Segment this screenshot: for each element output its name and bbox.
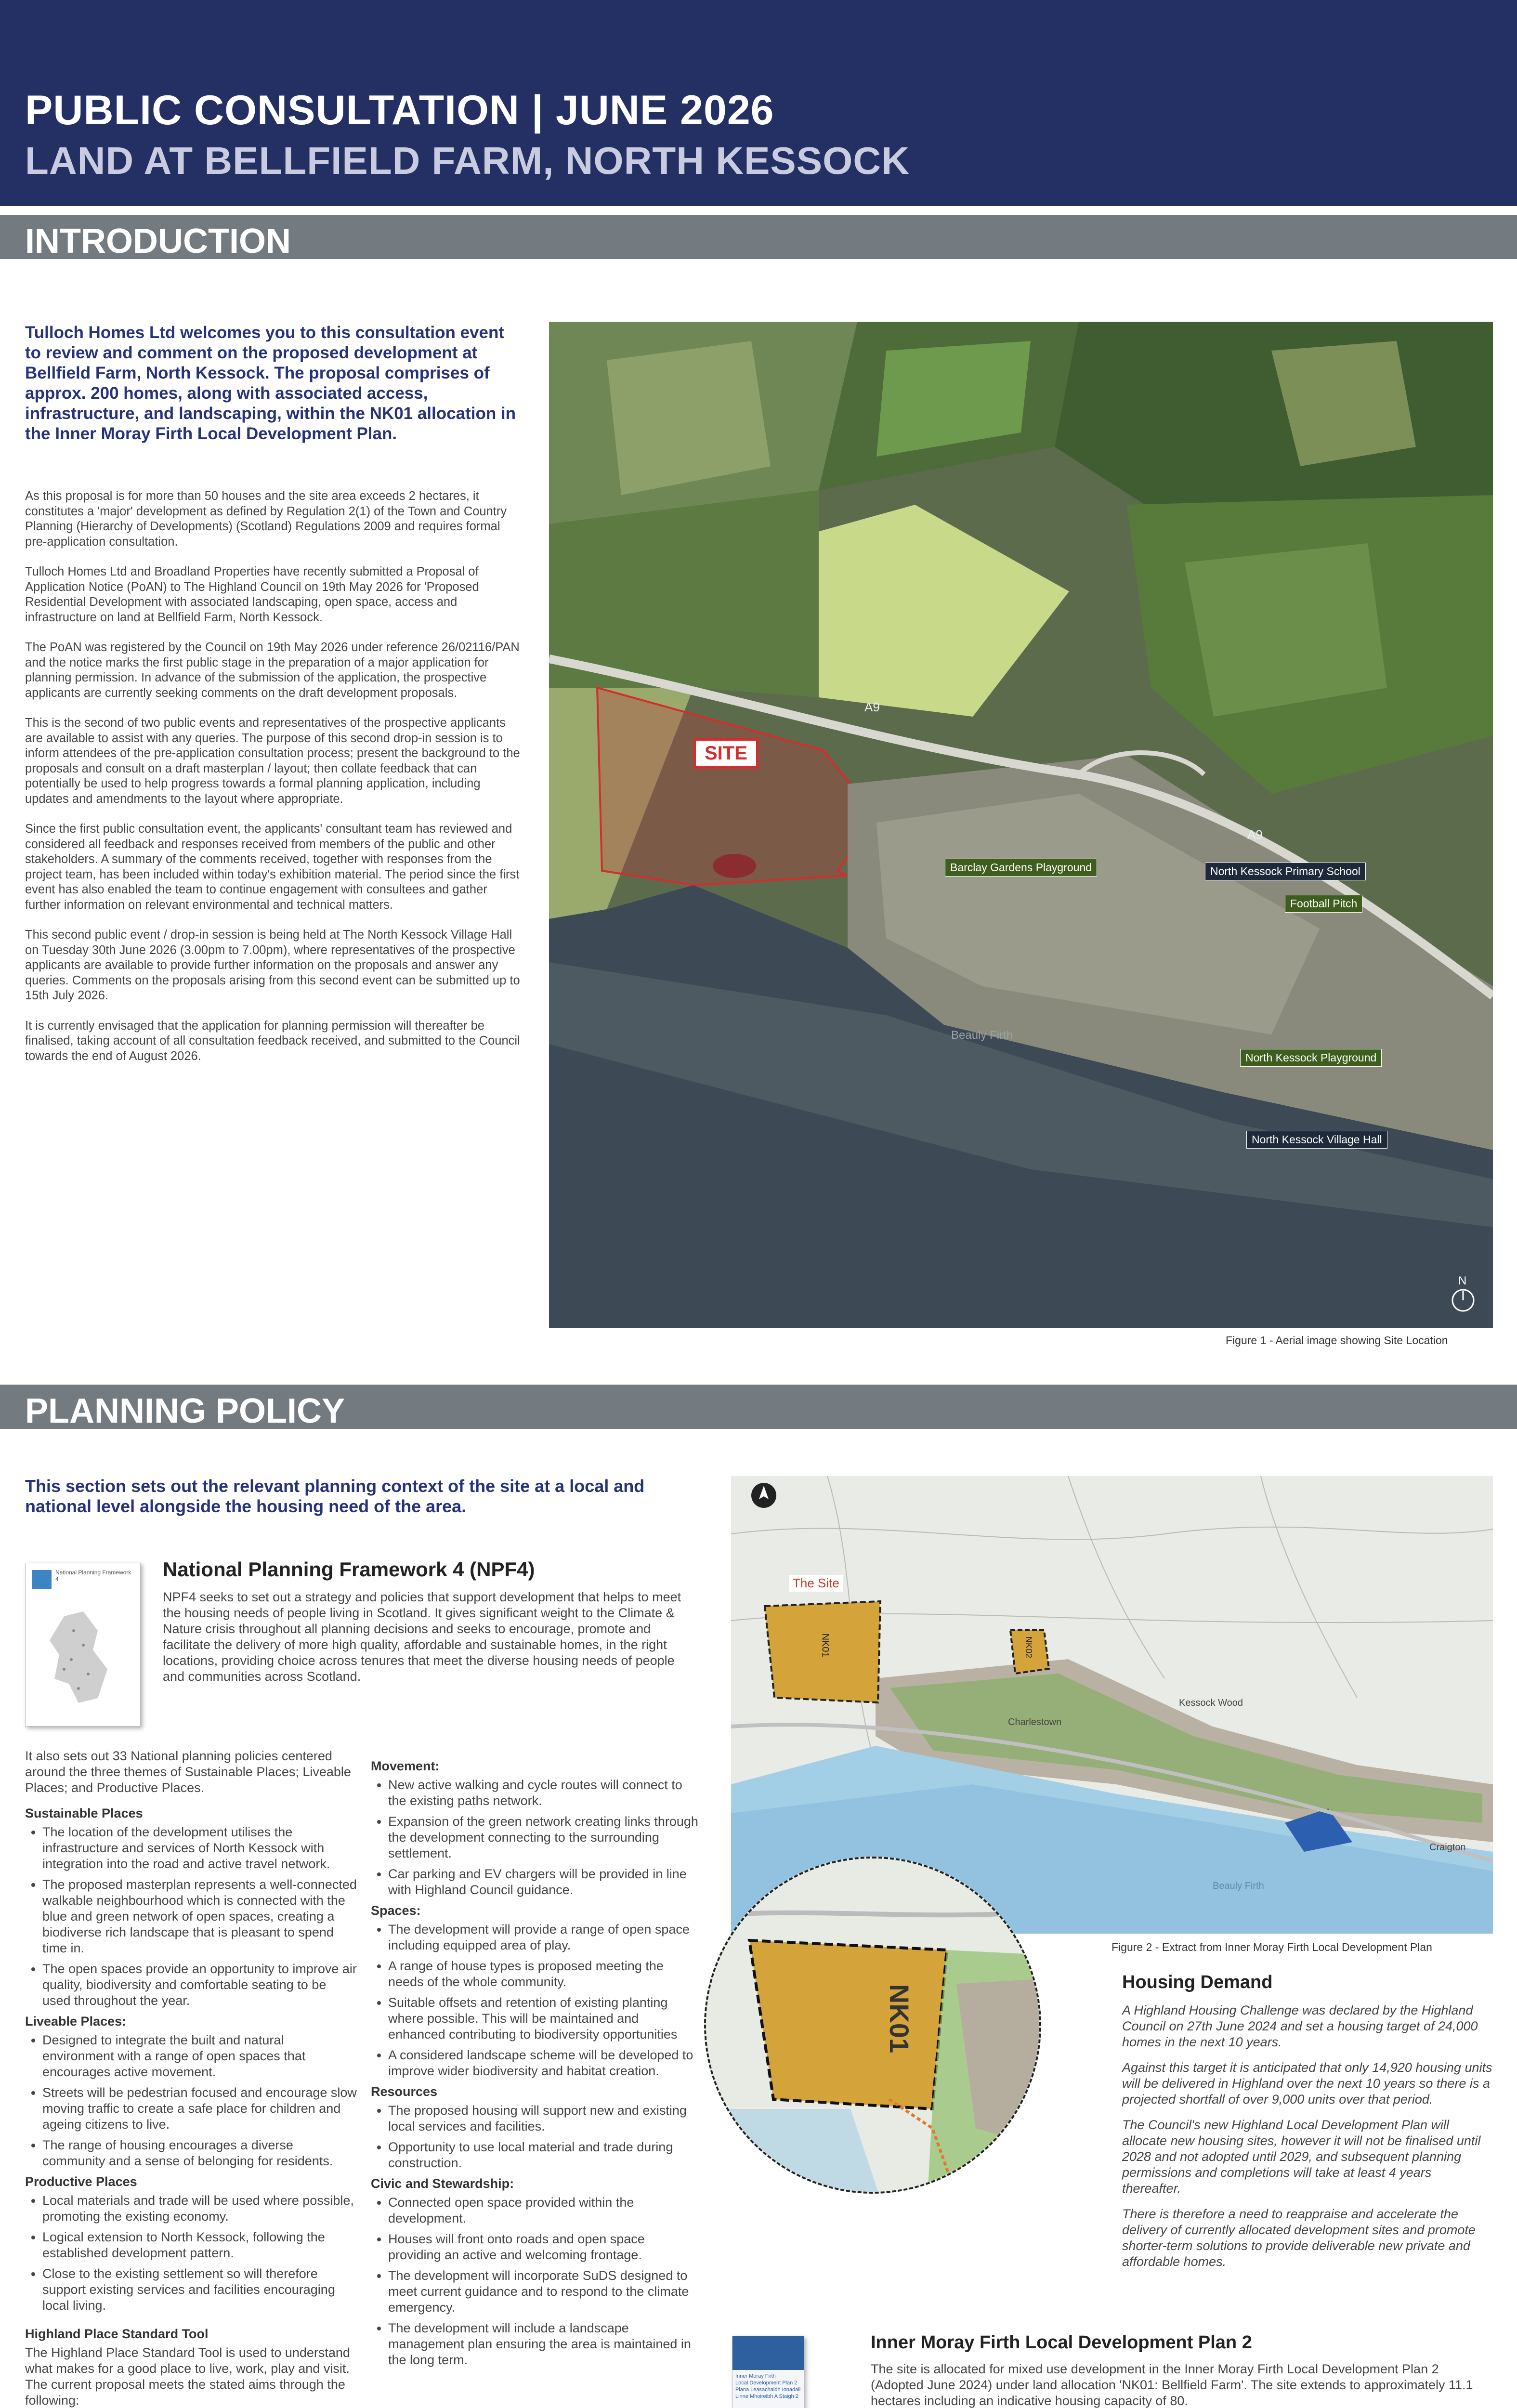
imfldp-cover-band	[732, 2336, 804, 2370]
list-item: • A range of house types is proposed meeting the needs of the whole community.	[388, 1958, 698, 1990]
list-item: • Connected open space provided within the development.	[388, 2195, 698, 2226]
housing-paragraph: There is therefore a need to reappraise and accelerate the delivery of currently allocated development sites and promote shorter-term solutions to provide deliverable new private and affordable homes.	[1122, 2207, 1476, 2269]
intro-lead: Tulloch Homes Ltd welcomes you to this consultation event to review and comment on the proposed development at Bellfield Farm, North Kessock. The proposal comprises of approx. 200 homes, along with associated access, infrastructure, and landscaping, within the NK01 allocation in the Inner Moray Firth Local Development Plan.	[25, 323, 516, 443]
imfldp-cover-text	[732, 2370, 804, 2408]
housing-paragraph: A Highland Housing Challenge was declared by the Highland Council on 27th June 2024 and set a housing target of 24,000 homes in the next 10 years.	[1122, 2003, 1478, 2049]
list-item: • Expansion of the green network creating links through the development connecting to the surrounding settlement.	[388, 1814, 698, 1861]
imfldp-title: Inner Moray Firth Local Development Plan 2	[871, 2332, 1252, 2353]
intro-body	[25, 489, 521, 1079]
policy-middle-column	[371, 1755, 698, 2373]
figure-1-caption: Figure 1 - Aerial image showing Site Location	[1226, 1334, 1448, 1347]
list-item: • Car parking and EV chargers will be provided in line with Highland Council guidance.	[388, 1866, 698, 1898]
header-divider	[0, 206, 1517, 215]
page-header	[0, 0, 1517, 206]
scotland-map-icon	[26, 1602, 141, 1717]
imfldp-text: The site is allocated for mixed use development in the Inner Moray Firth Local Development Plan 2 (Adopted June 2024) under land allocation 'NK01: Bellfield Farm'. The site extends to approximately 11.1 hectares including an indicative housing capacity of 80.	[871, 2362, 1473, 2408]
kessock-wood-label: Kessock Wood	[1179, 1698, 1243, 1708]
nk01-zoom-graphic	[706, 1858, 1041, 2194]
npf4-logo-icon	[32, 1570, 52, 1589]
north-arrow-icon: N	[1458, 1274, 1467, 1287]
npf4-themes-intro: It also sets out 33 National planning policies centered around the three themes of Sustainable Places; Liveable Places; and Productive Places.	[25, 1749, 351, 1795]
list-item: • Suitable offsets and retention of existing planting where possible. This will be maintained and enhanced contributing to biodiversity opportunities	[388, 1995, 698, 2042]
nk01-zoom-inset	[704, 1857, 1041, 2194]
a9-road-label-2: A9	[1247, 827, 1263, 842]
policy-lead: This section sets out the relevant planning context of the site at a local and national level alongside the housing need of the area.	[25, 1476, 645, 1516]
nk01-small-label: NK01	[820, 1633, 831, 1658]
npf4-document-thumbnail	[25, 1563, 141, 1727]
planning-policy-heading: PLANNING POLICY	[25, 1392, 345, 1430]
a9-road-label: A9	[864, 700, 880, 714]
aerial-map-graphic	[549, 322, 1493, 1328]
list-item: • Local materials and trade will be used where possible, promoting the existing economy.	[42, 2193, 357, 2225]
list-item: • Close to the existing settlement so will therefore support existing services and facilities encouraging local living.	[42, 2266, 357, 2314]
imfldp-cover-line: Local Development Plan 2	[735, 2380, 798, 2386]
barclay-gardens-playground-label: Barclay Gardens Playground	[945, 859, 1097, 877]
site-label: SITE	[693, 738, 758, 769]
civic-stewardship-heading: Civic and Stewardship:	[371, 2176, 514, 2191]
craigton-label: Craigton	[1429, 1842, 1466, 1853]
list-item: • The development will incorporate SuDS designed to meet current guidance and to respond to the climate emergency.	[388, 2268, 698, 2316]
housing-demand-text	[1122, 2002, 1493, 2279]
list-item: • Streets will be pedestrian focused and encourage slow moving traffic to create a safe place for children and ageing citizens to live.	[42, 2085, 357, 2133]
football-pitch-label: Football Pitch	[1285, 895, 1362, 913]
list-item: • Houses will front onto roads and open space providing an active and welcoming frontage.	[388, 2231, 698, 2263]
sustainable-places-heading: Sustainable Places	[25, 1806, 143, 1820]
policy-left-column	[25, 1748, 357, 2408]
imfldp-cover-line: Linne Mhoireibh A Staigh 2	[735, 2394, 798, 2399]
intro-paragraph: As this proposal is for more than 50 houses and the site area exceeds 2 hectares, it constitutes a 'major' development as defined by Regulation 2(1) of the Town and Country Planning (Hierarchy of Developments) (Scotland) Regulations 2009 and requires formal pre-application consultation.	[25, 489, 507, 549]
movement-heading: Movement:	[371, 1759, 440, 1773]
introduction-band	[0, 215, 1517, 259]
npf4-title: National Planning Framework 4 (NPF4)	[163, 1558, 535, 1581]
intro-paragraph: Since the first public consultation event, the applicants' consultant team has reviewed and considered all feedback and responses received from members of the public and other stakeholders. A summary of the comments received, together with responses from the project team, has been included within today's exhibition material. The period since the first event has also enabled the team to continue engagement with consultees and gather further information on relevant environmental and technical matters.	[25, 822, 520, 912]
page-subtitle: LAND AT BELLFIELD FARM, NORTH KESSOCK	[25, 139, 910, 182]
figure-2-caption: Figure 2 - Extract from Inner Moray Firth Local Development Plan	[1112, 1941, 1432, 1953]
list-item: • The open spaces provide an opportunity to improve air quality, biodiversity and comfortable seating to be used throughout the year.	[42, 1961, 357, 2009]
list-item: • New active walking and cycle routes will connect to the existing paths network.	[388, 1777, 698, 1809]
list-item: • The range of housing encourages a diverse community and a sense of belonging for residents.	[42, 2137, 357, 2169]
list-item: • The location of the development utilises the infrastructure and services of North Kessock with integration into the road and active travel network.	[42, 1824, 357, 1872]
list-item: • Logical extension to North Kessock, following the established development pattern.	[42, 2229, 357, 2261]
intro-paragraph: It is currently envisaged that the application for planning permission will thereafter be finalised, taking account of all consultation feedback received, and submitted to the Council towards the end of August 2026.	[25, 1019, 520, 1063]
planning-policy-band	[0, 1385, 1517, 1429]
village-hall-label: North Kessock Village Hall	[1246, 1131, 1387, 1149]
npf4-text: NPF4 seeks to set out a strategy and policies that support development that helps to meet the housing needs of people living in Scotland. It gives significant weight to the Climate & Nature crisis throughout all planning decisions and seeks to encourage, promote and facilitate the delivery of more high quality, affordable and sustainable homes, in the right locations, providing choice across tenures that meet the diverse housing needs of people and communities across Scotland.	[163, 1590, 681, 1684]
the-site-label: The Site	[789, 1575, 843, 1592]
intro-paragraph: This second public event / drop-in session is being held at The North Kessock Village Hall on Tuesday 30th June 2026 (3.00pm to 7.00pm), where representatives of the prospective applicants are available to provide further information on the proposals and answer any queries. Comments on the proposals arising from this second event can be submitted up to 15th July 2026.	[25, 928, 520, 1002]
housing-paragraph: The Council's new Highland Local Development Plan will allocate new housing sites, however it will not be finalised until 2028 and not adopted until 2029, and subsequent planning permissions and completions will take at least 4 years thereafter.	[1122, 2118, 1481, 2196]
list-item: • The development will provide a range of open space including equipped area of play.	[388, 1922, 698, 1953]
primary-school-label: North Kessock Primary School	[1205, 863, 1366, 880]
housing-paragraph: Against this target it is anticipated that only 14,920 housing units will be delivered in Highland over the next 10 years so there is a projected shortfall of over 9,000 units over that period.	[1122, 2060, 1492, 2107]
imfldp-document-thumbnail	[732, 2336, 804, 2408]
list-item: • Designed to integrate the built and natural environment with a range of open spaces that encourages active movement.	[42, 2032, 357, 2080]
imfldp-body	[871, 2361, 1492, 2408]
place-standard-tool-heading: Highland Place Standard Tool	[25, 2327, 209, 2341]
intro-paragraph: This is the second of two public events and representatives of the prospective applicants are available to assist with any queries. The purpose of this second drop-in session is to inform attendees of the pre-application consultation process; present the background to the proposals and consult on a draft masterplan / layout; then collate feedback that can potentially be used to help progress towards a formal planning application, including updates and amendments to the layout where appropriate.	[25, 716, 520, 806]
intro-paragraph: The PoAN was registered by the Council on 19th May 2026 under reference 26/02116/PAN and the notice marks the first public stage in the preparation of a major application for planning permission. In advance of the submission of the application, the prospective applicants are currently seeking comments on the draft development proposals.	[25, 641, 520, 700]
list-item: • Opportunity to use local material and trade during construction.	[388, 2139, 698, 2171]
list-item: • The development will include a landscape management plan ensuring the area is maintained in the long term.	[388, 2320, 698, 2368]
list-item: • The proposed masterplan represents a well-connected walkable neighbourhood which is connected with the blue and green network of open spaces, creating a biodiverse rich landscape that is pleasant to spend time in.	[42, 1877, 357, 1956]
list-item: • A considered landscape scheme will be developed to improve wider biodiversity and habitat creation.	[388, 2047, 698, 2079]
imfldp-cover-line: Inner Moray Firth	[735, 2373, 776, 2379]
place-standard-tool-text: The Highland Place Standard Tool is used to understand what makes for a good place to live, work, play and visit. The current proposal meets the stated aims through the following:	[25, 2345, 350, 2408]
aerial-site-map	[549, 322, 1493, 1328]
page-title: PUBLIC CONSULTATION | JUNE 2026	[25, 87, 774, 133]
resources-heading: Resources	[371, 2084, 438, 2099]
intro-paragraph: Tulloch Homes Ltd and Broadland Properties have recently submitted a Proposal of Application Notice (PoAN) to The Highland Council on 19th May 2026 for 'Proposed Residential Development with associated landscaping, open space, access and infrastructure on land at Bellfield Farm, North Kessock.	[25, 565, 479, 624]
beauly-firth-label: Beauly Firth	[951, 1029, 1013, 1042]
housing-demand-title: Housing Demand	[1122, 1972, 1273, 1992]
npf4-thumb-title: National Planning Framework 4	[55, 1569, 131, 1583]
ldp-beauly-firth-label: Beauly Firth	[1213, 1881, 1264, 1891]
imfldp-cover-line: Plana Leasachaidh Ionadail	[735, 2387, 801, 2393]
north-kessock-playground-label: North Kessock Playground	[1240, 1049, 1382, 1067]
charlestown-label: Charlestown	[1008, 1717, 1062, 1727]
productive-places-heading: Productive Places	[25, 2174, 137, 2189]
introduction-heading: INTRODUCTION	[25, 222, 291, 261]
liveable-places-heading: Liveable Places:	[25, 2014, 127, 2028]
spaces-heading: Spaces:	[371, 1903, 421, 1918]
list-item: • The proposed housing will support new and existing local services and facilities.	[388, 2103, 698, 2134]
nk02-label: NK02	[1024, 1636, 1034, 1659]
nk01-zoom-label: NK01	[884, 1984, 915, 2054]
